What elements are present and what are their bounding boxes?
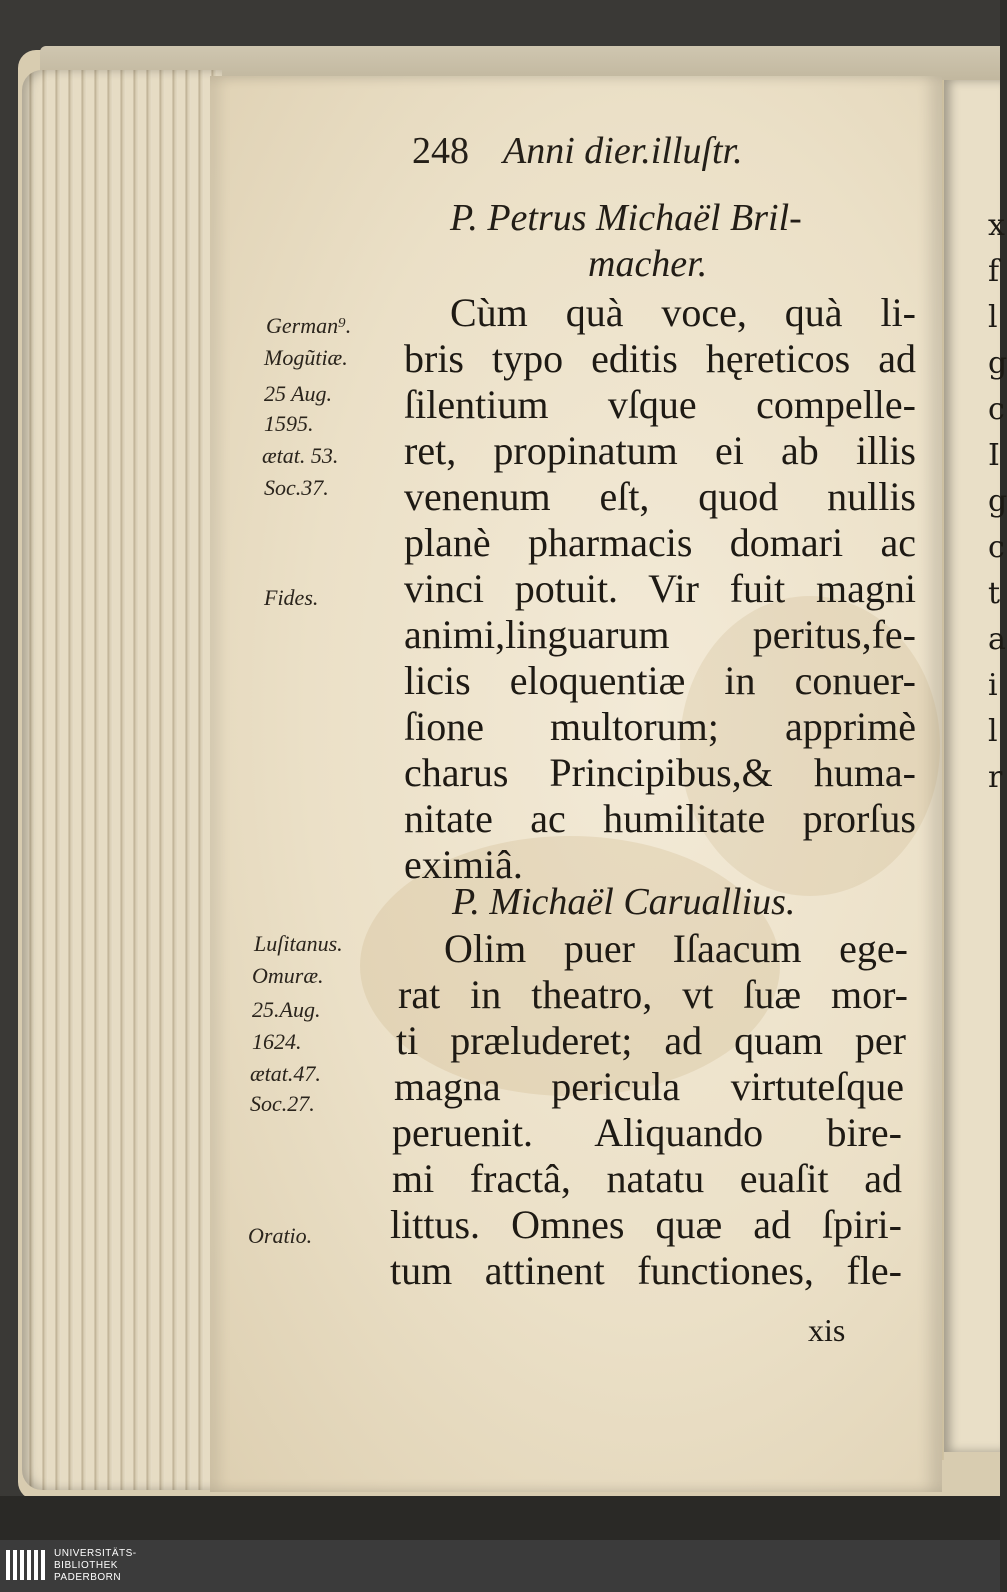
margin-note: 25 Aug. xyxy=(264,381,333,406)
margin-note: 25.Aug. xyxy=(252,997,321,1022)
library-logo-text xyxy=(54,1548,137,1584)
entry-heading: macher. xyxy=(588,243,708,285)
text-line: charus Principibus,& huma- xyxy=(404,750,916,795)
text-line: peruenit. Aliquando bire- xyxy=(392,1110,902,1155)
margin-note: Omuræ. xyxy=(252,963,324,988)
text-line: Olim puer Iſaacum ege- xyxy=(444,926,908,971)
facing-page-letter: i xyxy=(988,668,998,703)
margin-keyword: Fides. xyxy=(264,585,319,610)
facing-page-letter: c xyxy=(988,392,1005,427)
facing-page-letter: l xyxy=(988,300,998,335)
margin-note: Soc.37. xyxy=(264,475,329,500)
margin-note: Mogũtiæ. xyxy=(264,345,348,370)
margin-note: 1624. xyxy=(252,1029,302,1054)
facing-page-letter: l xyxy=(988,714,998,749)
text-line: licis eloquentiæ in conuer- xyxy=(404,658,916,703)
library-logo-icon xyxy=(6,1550,46,1580)
margin-note: Luſitanus. xyxy=(254,931,343,956)
margin-note: Soc.27. xyxy=(250,1091,315,1116)
page-stack-edge xyxy=(22,70,222,1490)
logo-line: BIBLIOTHEK xyxy=(54,1560,118,1571)
text-line: ſione multorum; apprimè xyxy=(404,704,916,749)
text-line: bris typo editis hęreticos ad xyxy=(404,336,916,381)
text-line: planè pharmacis domari ac xyxy=(404,520,916,565)
text-line: magna pericula virtuteſque xyxy=(394,1064,904,1109)
facing-page-letter: r xyxy=(988,760,1003,795)
library-footer-bar xyxy=(0,1540,1000,1592)
margin-note: ætat.47. xyxy=(250,1061,321,1086)
facing-page-letter: t xyxy=(988,576,1001,611)
text-line: littus. Omnes quæ ad ſpiri- xyxy=(390,1202,902,1247)
text-line: ti præluderet; ad quam per xyxy=(396,1018,906,1063)
text-line: venenum eſt, quod nullis xyxy=(404,474,916,519)
facing-page-letter: g xyxy=(988,346,1007,381)
logo-line: PADERBORN xyxy=(54,1572,122,1583)
entry-heading: P. Michaël Caruallius. xyxy=(452,881,796,923)
facing-page-letter: a xyxy=(988,622,1006,657)
text-line: ret, propinatum ei ab illis xyxy=(404,428,916,473)
entry-heading: P. Petrus Michaël Bril- xyxy=(450,197,802,239)
facing-page-letter: g xyxy=(988,484,1007,519)
text-line: rat in theatro, vt ſuæ mor- xyxy=(398,972,908,1017)
facing-page-letter: I xyxy=(988,438,1000,473)
text-line: mi fractâ, natatu euaſit ad xyxy=(392,1156,902,1201)
margin-note: German⁹. xyxy=(266,313,352,338)
running-title: Anni dier.illuſtr. xyxy=(503,130,743,172)
catchword: xis xyxy=(808,1312,846,1348)
facing-page-letter: x xyxy=(988,208,1005,243)
text-line: nitate ac humilitate prorſus xyxy=(404,796,916,841)
page-number: 248 xyxy=(412,130,469,172)
facing-page-letter: f xyxy=(988,254,1000,289)
text-line: Cùm quà voce, quà li- xyxy=(450,290,916,335)
margin-note: ætat. 53. xyxy=(262,443,339,468)
logo-line: UNIVERSITÄTS- xyxy=(54,1548,137,1559)
text-line: eximiâ. xyxy=(404,842,523,887)
text-line: tum attinent functiones, fle- xyxy=(390,1248,902,1293)
text-line: animi,linguarum peritus,fe- xyxy=(404,612,916,657)
page-header xyxy=(412,128,743,173)
margin-keyword: Oratio. xyxy=(248,1223,313,1248)
text-line: ſilentium vſque compelle- xyxy=(404,382,916,427)
margin-note: 1595. xyxy=(264,411,314,436)
scan-background xyxy=(0,1496,1000,1540)
facing-page-letter: c xyxy=(988,530,1005,565)
text-line: vinci potuit. Vir fuit magni xyxy=(404,566,916,611)
